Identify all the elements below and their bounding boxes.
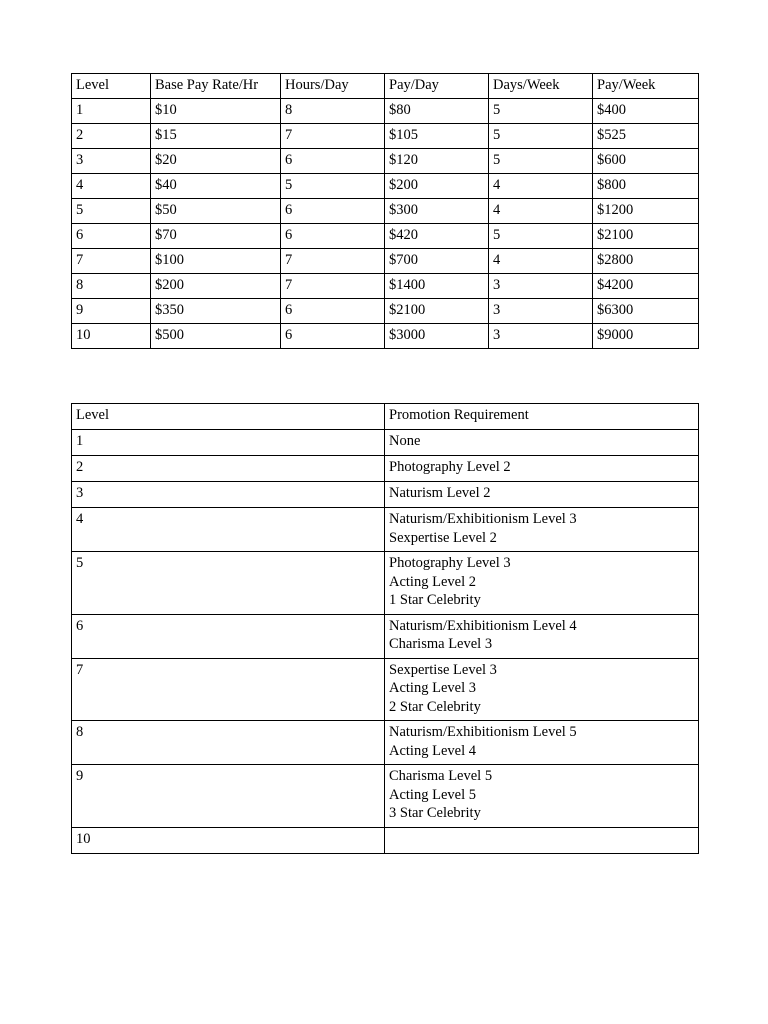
pay-table-cell: 7: [281, 124, 385, 149]
pay-table-cell: $50: [151, 199, 281, 224]
requirement-line: Naturism/Exhibitionism Level 4: [389, 617, 577, 634]
promotion-requirement-cell: [385, 721, 699, 765]
pay-table-cell: $800: [593, 174, 699, 199]
table-row: [72, 482, 699, 508]
pay-table-cell: 6: [281, 224, 385, 249]
pay-table-cell: 8: [281, 99, 385, 124]
pay-table-header-cell: Pay/Day: [385, 74, 489, 99]
pay-table-header-cell: Pay/Week: [593, 74, 699, 99]
promotion-level-cell: 2: [72, 456, 385, 482]
pay-table-cell: 7: [281, 249, 385, 274]
pay-table-cell: $10: [151, 99, 281, 124]
pay-table-cell: 10: [72, 324, 151, 349]
pay-table-cell: $2800: [593, 249, 699, 274]
pay-table-cell: $200: [151, 274, 281, 299]
table-row: [72, 99, 699, 124]
table-row: [72, 430, 699, 456]
requirement-line: Charisma Level 5: [389, 768, 493, 784]
table-row: [72, 324, 699, 349]
pay-table-header-cell: Days/Week: [489, 74, 593, 99]
requirement-line: Acting Level 5: [389, 786, 476, 803]
pay-table-cell: 6: [281, 324, 385, 349]
pay-table-cell: $6300: [593, 299, 699, 324]
pay-table-cell: 6: [281, 299, 385, 324]
table-row: [72, 149, 699, 174]
promotion-requirement-cell: [385, 614, 699, 658]
table-row: [72, 249, 699, 274]
requirement-line: Acting Level 2: [389, 573, 476, 590]
pay-table-cell: 6: [72, 224, 151, 249]
pay-table-cell: 7: [281, 274, 385, 299]
requirement-line: Sexpertise Level 3: [389, 661, 497, 678]
pay-table-cell: 5: [489, 149, 593, 174]
pay-table-cell: $300: [385, 199, 489, 224]
promotion-requirement-cell: [385, 508, 699, 552]
table-row: [72, 658, 699, 721]
requirement-line: Photography Level 3: [389, 555, 511, 571]
requirement-line: 1 Star Celebrity: [389, 592, 481, 608]
pay-table-cell: $1200: [593, 199, 699, 224]
pay-table-cell: 5: [281, 174, 385, 199]
pay-table-cell: $1400: [385, 274, 489, 299]
pay-table-header-cell: Hours/Day: [281, 74, 385, 99]
table-row: [72, 552, 699, 615]
table-row: [72, 827, 699, 853]
requirement-line: 2 Star Celebrity: [389, 698, 481, 715]
table-row: [72, 274, 699, 299]
promotion-requirement-cell: [385, 482, 699, 508]
pay-table-cell: $700: [385, 249, 489, 274]
table-row: [72, 174, 699, 199]
promotion-requirement-cell: [385, 765, 699, 828]
promotion-requirement-cell: [385, 430, 699, 456]
pay-table-cell: $4200: [593, 274, 699, 299]
table-row: [72, 508, 699, 552]
pay-table-cell: $350: [151, 299, 281, 324]
table-row: [72, 299, 699, 324]
promotion-level-cell: 4: [72, 508, 385, 552]
promotion-level-cell: 9: [72, 765, 385, 828]
pay-table-cell: $400: [593, 99, 699, 124]
pay-table-cell: 8: [72, 274, 151, 299]
requirement-line: None: [389, 433, 421, 449]
requirement-line: Sexpertise Level 2: [389, 529, 497, 546]
pay-table-cell: 5: [489, 224, 593, 249]
promotion-requirement-cell: [385, 456, 699, 482]
requirement-line: Charisma Level 3: [389, 636, 493, 652]
promotion-table-header-row: [72, 404, 699, 430]
pay-table-cell: $200: [385, 174, 489, 199]
promotion-level-cell: 5: [72, 552, 385, 615]
requirement-line: Acting Level 4: [389, 742, 476, 759]
promotion-level-cell: 7: [72, 658, 385, 721]
pay-table-cell: $420: [385, 224, 489, 249]
pay-table-cell: 4: [489, 249, 593, 274]
promotion-requirement-cell: [385, 658, 699, 721]
pay-table-header-cell: Base Pay Rate/Hr: [151, 74, 281, 99]
pay-table-cell: $70: [151, 224, 281, 249]
promotion-level-cell: 3: [72, 482, 385, 508]
table-row: [72, 721, 699, 765]
pay-table-cell: $2100: [385, 299, 489, 324]
pay-table-header-cell: Level: [72, 74, 151, 99]
requirement-line: Naturism Level 2: [389, 485, 491, 501]
pay-table-cell: $105: [385, 124, 489, 149]
pay-table-header-row: [72, 74, 699, 99]
pay-table-cell: 9: [72, 299, 151, 324]
requirement-line: Naturism/Exhibitionism Level 3: [389, 511, 577, 527]
pay-table-cell: 4: [489, 174, 593, 199]
pay-table-cell: $600: [593, 149, 699, 174]
pay-table-cell: 2: [72, 124, 151, 149]
pay-table-cell: 4: [72, 174, 151, 199]
pay-table-cell: $20: [151, 149, 281, 174]
requirement-line: Photography Level 2: [389, 459, 511, 475]
pay-table-cell: $40: [151, 174, 281, 199]
requirement-line: Acting Level 3: [389, 680, 476, 696]
pay-table-cell: $120: [385, 149, 489, 174]
promotion-level-cell: 8: [72, 721, 385, 765]
pay-table-cell: 1: [72, 99, 151, 124]
pay-table-cell: 4: [489, 199, 593, 224]
pay-table-cell: 6: [281, 149, 385, 174]
pay-table-cell: $100: [151, 249, 281, 274]
pay-table-cell: 3: [489, 274, 593, 299]
promotion-table-header-cell: Level: [72, 404, 385, 430]
pay-table-cell: 5: [489, 99, 593, 124]
promotion-table: [71, 403, 699, 854]
promotion-requirement-cell: [385, 827, 699, 853]
promotion-level-cell: 10: [72, 827, 385, 853]
table-row: [72, 765, 699, 828]
pay-table-cell: $2100: [593, 224, 699, 249]
promotion-requirement-cell: [385, 552, 699, 615]
pay-table-cell: $3000: [385, 324, 489, 349]
table-row: [72, 456, 699, 482]
pay-table-cell: 7: [72, 249, 151, 274]
pay-table: [71, 73, 699, 349]
pay-table-cell: $80: [385, 99, 489, 124]
table-row: [72, 199, 699, 224]
table-row: [72, 224, 699, 249]
promotion-level-cell: 1: [72, 430, 385, 456]
table-row: [72, 614, 699, 658]
pay-table-cell: 6: [281, 199, 385, 224]
promotion-level-cell: 6: [72, 614, 385, 658]
pay-table-cell: 3: [489, 324, 593, 349]
requirement-line: Naturism/Exhibitionism Level 5: [389, 724, 577, 740]
pay-table-cell: $9000: [593, 324, 699, 349]
pay-table-cell: $15: [151, 124, 281, 149]
pay-table-cell: $525: [593, 124, 699, 149]
requirement-line: 3 Star Celebrity: [389, 805, 481, 821]
pay-table-cell: 3: [72, 149, 151, 174]
table-row: [72, 124, 699, 149]
pay-table-cell: 3: [489, 299, 593, 324]
pay-table-cell: 5: [72, 199, 151, 224]
pay-table-cell: $500: [151, 324, 281, 349]
promotion-table-header-cell: Promotion Requirement: [385, 404, 699, 430]
pay-table-cell: 5: [489, 124, 593, 149]
